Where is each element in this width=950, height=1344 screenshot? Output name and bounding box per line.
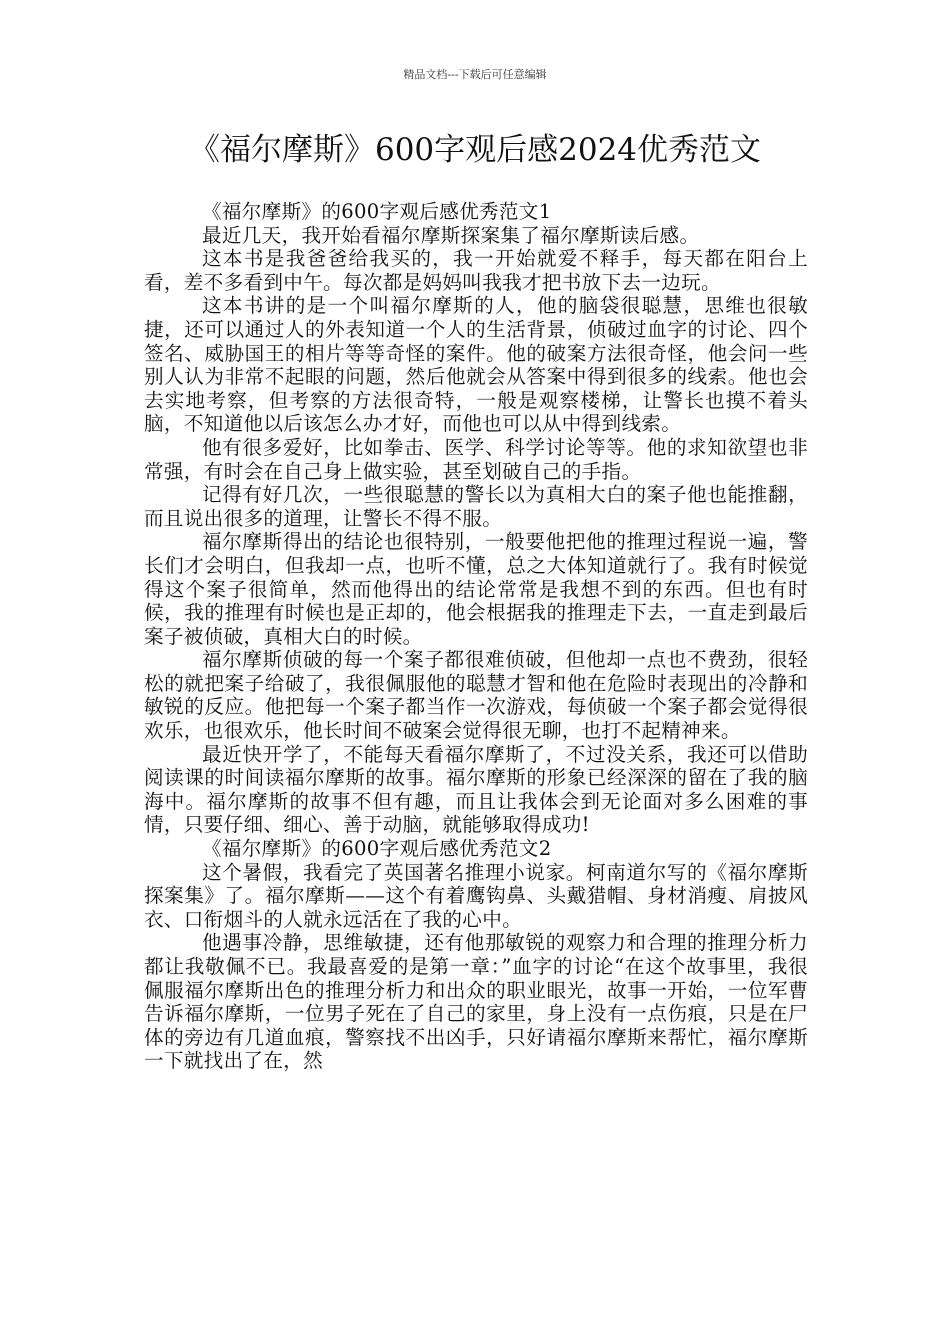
paragraph: 最近快开学了，不能每天看福尔摩斯了，不过没关系，我还可以借助阅读课的时间读福尔摩斯的故事。福尔摩斯的形象已经深深的留在了我的脑海中。福尔摩斯的故事不但有趣，而且让我体会到无论面对多么困难的事情，只要仔细、细心、善于动脑，就能够取得成功! <box>144 742 808 837</box>
paragraph: 福尔摩斯侦破的每一个案子都很难侦破，但他却一点也不费劲，很轻松的就把案子给破了，我很佩服他的聪慧才智和他在危险时表现出的冷静和敏锐的反应。他把每一个案子都当作一次游戏，每侦破一个案子都会觉得很欢乐，也很欢乐，他长时间不破案会觉得很无聊，也打不起精神来。 <box>144 648 808 743</box>
paragraph: 这本书是我爸爸给我买的，我一开始就爱不释手，每天都在阳台上看，差不多看到中午。每次都是妈妈叫我我才把书放下去一边玩。 <box>144 247 808 294</box>
paragraph: 福尔摩斯得出的结论也很特别，一般要他把他的推理过程说一遍，警长们才会明白，但我却一点，也听不懂，总之大体知道就行了。我有时候觉得这个案子很简单，然而他得出的结论常常是我想不到的东西。但也有时候，我的推理有时候也是正却的，他会根据我的推理走下去，一直走到最后案子被侦破，真相大白的时候。 <box>144 530 808 648</box>
paragraph: 最近几天，我开始看福尔摩斯探案集了福尔摩斯读后感。 <box>202 223 700 247</box>
section-heading-2: 《福尔摩斯》的600字观后感优秀范文2 <box>202 837 552 861</box>
paragraph: 记得有好几次，一些很聪慧的警长以为真相大白的案子他也能推翻，而且说出很多的道理，让警长不得不服。 <box>144 483 808 530</box>
section-heading-1: 《福尔摩斯》的600字观后感优秀范文1 <box>202 200 552 223</box>
paragraph: 这本书讲的是一个叫福尔摩斯的人，他的脑袋很聪慧，思维也很敏捷，还可以通过人的外表知道一个人的生活背景，侦破过血字的讨论、四个签名、威胁国王的相片等等奇怪的案件。他的破案方法很奇怪，他会问一些别人认为非常不起眼的问题，然后他就会从答案中得到很多的线索。他也会去实地考察，但考察的方法很奇特，一般是观察楼梯，让警长也摸不着头脑，不知道他以后该怎么办才好，而他也可以从中得到线索。 <box>144 294 808 436</box>
paragraph: 他有很多爱好，比如拳击、医学、科学讨论等等。他的求知欲望也非常强，有时会在自己身上做实验，甚至划破自己的手指。 <box>144 435 808 483</box>
paragraph: 他遇事冷静，思维敏捷，还有他那敏锐的观察力和合理的推理分析力都让我敬佩不已。我最喜爱的是第一章：”血字的讨论“在这个故事里，我很佩服福尔摩斯出色的推理分析力和出众的职业眼光，故事一开始，一位军曹告诉福尔摩斯，一位男子死在了自己的家里，身上没有一点伤痕，只是在尸体的旁边有几道血痕，警察找不出凶手，只好请福尔摩斯来帮忙，福尔摩斯一下就找出了在，然 <box>144 931 808 1073</box>
paragraph: 这个暑假，我看完了英国著名推理小说家。柯南道尔写的《福尔摩斯探案集》了。福尔摩斯——这个有着鹰钩鼻、头戴猎帽、身材消瘦、肩披风衣、口衔烟斗的人就永远活在了我的心中。 <box>144 860 808 931</box>
header-note: 精品文档---下载后可任意编辑 <box>403 68 547 81</box>
page-title: 《福尔摩斯》600字观后感2024优秀范文 <box>188 132 762 168</box>
article-body <box>144 200 808 1073</box>
